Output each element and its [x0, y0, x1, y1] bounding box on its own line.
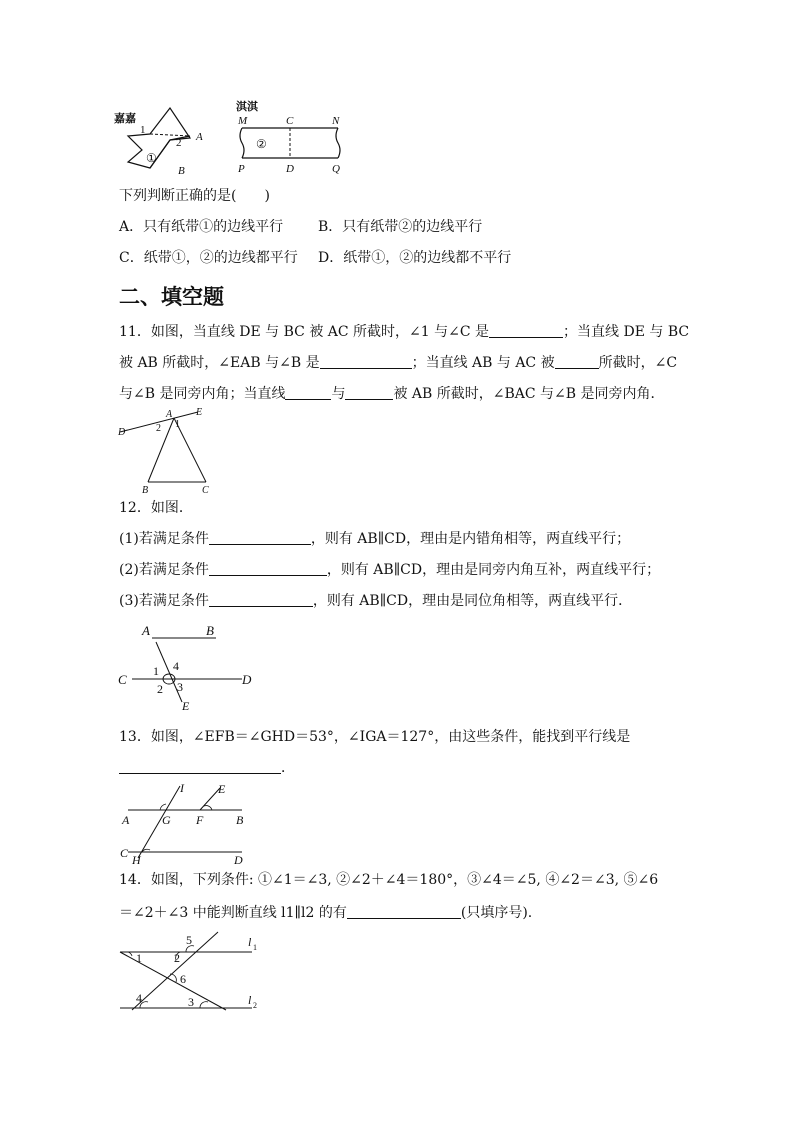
q10-option-c: C．纸带①，②的边线都平行 [119, 250, 298, 266]
q12-angle-3: 3 [177, 680, 183, 694]
q12-c1-text-a: (1)若满足条件 [119, 531, 209, 547]
q13-point-b: B [236, 813, 244, 827]
q13-point-c: C [120, 846, 129, 860]
q11-line1-text-a: 11．如图，当直线 DE 与 BC 被 AC 所截时，∠1 与∠C 是 [119, 324, 490, 340]
q12-angle-2: 2 [157, 682, 163, 696]
q14-line-l1-letter: l [248, 935, 252, 949]
q11-line2-text-b: ；当直线 AB 与 AC 被 [411, 355, 555, 371]
q13-point-h: H [132, 853, 141, 867]
q14-line2-text-a: ＝∠2＋∠3 中能判断直线 l1∥l2 的有 [119, 905, 347, 921]
q14-angle-6: 6 [180, 972, 186, 986]
q11-point-b: B [142, 485, 149, 496]
q11-line-3 [119, 384, 665, 404]
section-title: 二、填空题 [119, 285, 224, 309]
q13-blank[interactable] [119, 759, 281, 774]
q14-angle-2: 2 [174, 951, 180, 965]
q13-point-g: G [162, 813, 171, 827]
q12-condition-3 [119, 591, 632, 611]
q14-line-l1-subscript: 1 [253, 943, 257, 952]
q12-transversal-figure [114, 620, 264, 712]
q11-line3-text-c: 被 AB 所截时，∠BAC 与∠B 是同旁内角． [393, 386, 665, 402]
q12-c1-text-b: ，则有 AB∥CD，理由是内错角相等，两直线平行； [310, 531, 631, 547]
q11-line1-text-b: ；当直线 DE 与 BC [563, 324, 690, 340]
q11-blank-5[interactable] [345, 385, 393, 400]
q12-point-a: A [142, 623, 150, 638]
q14-blank[interactable] [347, 904, 461, 919]
q12-point-c: C [118, 672, 127, 687]
fig2-point-c: C [286, 115, 294, 127]
q14-line-1: 14．如图，下列条件: ①∠1＝∠3, ②∠2＋∠4＝180°，③∠4＝∠5, ④∠2＝∠3, ⑤∠6 [119, 872, 659, 888]
q13-point-i: I [180, 781, 184, 795]
q11-point-d: D [118, 427, 126, 438]
q11-angle-2: 2 [156, 423, 161, 434]
q11-line-1 [119, 322, 689, 342]
fig1-angle-2: 2 [176, 137, 182, 149]
q14-lines-figure [114, 928, 264, 1012]
q11-point-e: E [196, 407, 203, 418]
fig2-point-d: D [286, 163, 294, 175]
q14-line2-text-b: (只填序号). [460, 905, 533, 921]
jiajia-label: 嘉嘉 [114, 113, 136, 125]
q11-line2-text-a: 被 AB 所截时，∠EAB 与∠B 是 [119, 355, 320, 371]
q14-line-2 [119, 903, 532, 923]
q12-title: 12．如图． [119, 500, 193, 516]
q12-angle-1: 1 [153, 664, 159, 678]
q11-blank-3[interactable] [555, 354, 599, 369]
q10-prompt: 下列判断正确的是( ) [119, 188, 270, 204]
fig2-point-p: P [238, 163, 245, 175]
q11-line3-text-b: 与 [331, 386, 346, 402]
q11-blank-2[interactable] [320, 354, 412, 369]
q11-blank-4[interactable] [285, 385, 331, 400]
q12-condition-2 [119, 560, 660, 580]
fig1-point-a: A [196, 131, 203, 143]
q10-option-b: B．只有纸带②的边线平行 [318, 219, 483, 235]
q12-blank-3[interactable] [209, 592, 313, 607]
strip-figure-2 [230, 96, 350, 178]
q13-point-a: A [122, 813, 130, 827]
fig2-point-q: Q [332, 163, 340, 175]
fig1-angle-1: 1 [140, 124, 146, 136]
q11-angle-1: 1 [175, 419, 180, 430]
q11-line2-text-c: 所截时，∠C [598, 355, 678, 371]
q11-line3-text-a: 与∠B 是同旁内角；当直线 [119, 386, 286, 402]
q14-line-l2-subscript: 2 [253, 1001, 257, 1010]
q14-line-l2-letter: l [248, 993, 252, 1007]
strip2-circle-label: ② [256, 137, 267, 151]
q13-point-d: D [234, 853, 243, 867]
q11-point-a: A [166, 409, 173, 420]
q13-parallel-figure [114, 780, 264, 868]
q14-angle-4: 4 [136, 991, 142, 1005]
q14-angle-3: 3 [188, 995, 194, 1009]
q13-point-e: E [218, 782, 226, 796]
q13-end-mark: ． [281, 760, 295, 776]
q12-c3-text-a: (3)若满足条件 [119, 593, 209, 609]
q12-c2-text-a: (2)若满足条件 [119, 562, 209, 578]
q14-angle-5: 5 [186, 933, 192, 947]
qiqi-label: 淇淇 [236, 101, 258, 113]
fig2-point-n: N [332, 115, 340, 127]
q12-c2-text-b: ，则有 AB∥CD，理由是同旁内角互补，两直线平行； [326, 562, 661, 578]
q10-option-d: D．纸带①，②的边线都不平行 [318, 250, 512, 266]
fig1-point-b: B [178, 165, 185, 177]
q12-blank-1[interactable] [209, 530, 311, 545]
q11-blank-1[interactable] [489, 323, 563, 338]
q12-c3-text-b: ，则有 AB∥CD，理由是同位角相等，两直线平行． [312, 593, 633, 609]
q14-angle-1: 1 [136, 951, 142, 965]
q12-angle-4: 4 [173, 659, 179, 673]
strip1-circle-label: ① [146, 151, 157, 165]
q12-point-b: B [206, 623, 214, 638]
q12-condition-1 [119, 529, 630, 549]
q12-blank-2[interactable] [209, 561, 327, 576]
q13-point-f: F [196, 813, 204, 827]
q12-point-d: D [242, 672, 252, 687]
q11-triangle-figure [114, 404, 224, 496]
q11-point-c: C [202, 485, 209, 496]
q13-line-1: 13．如图，∠EFB＝∠GHD＝53°，∠IGA＝127°，由这些条件，能找到平行线是 [119, 729, 631, 745]
q10-option-a: A．只有纸带①的边线平行 [119, 219, 284, 235]
q13-line-2 [119, 758, 295, 778]
q11-line-2 [119, 353, 677, 373]
fig2-point-m: M [238, 115, 248, 127]
q12-point-e: E [182, 699, 190, 712]
strip-figure-1 [112, 100, 224, 178]
